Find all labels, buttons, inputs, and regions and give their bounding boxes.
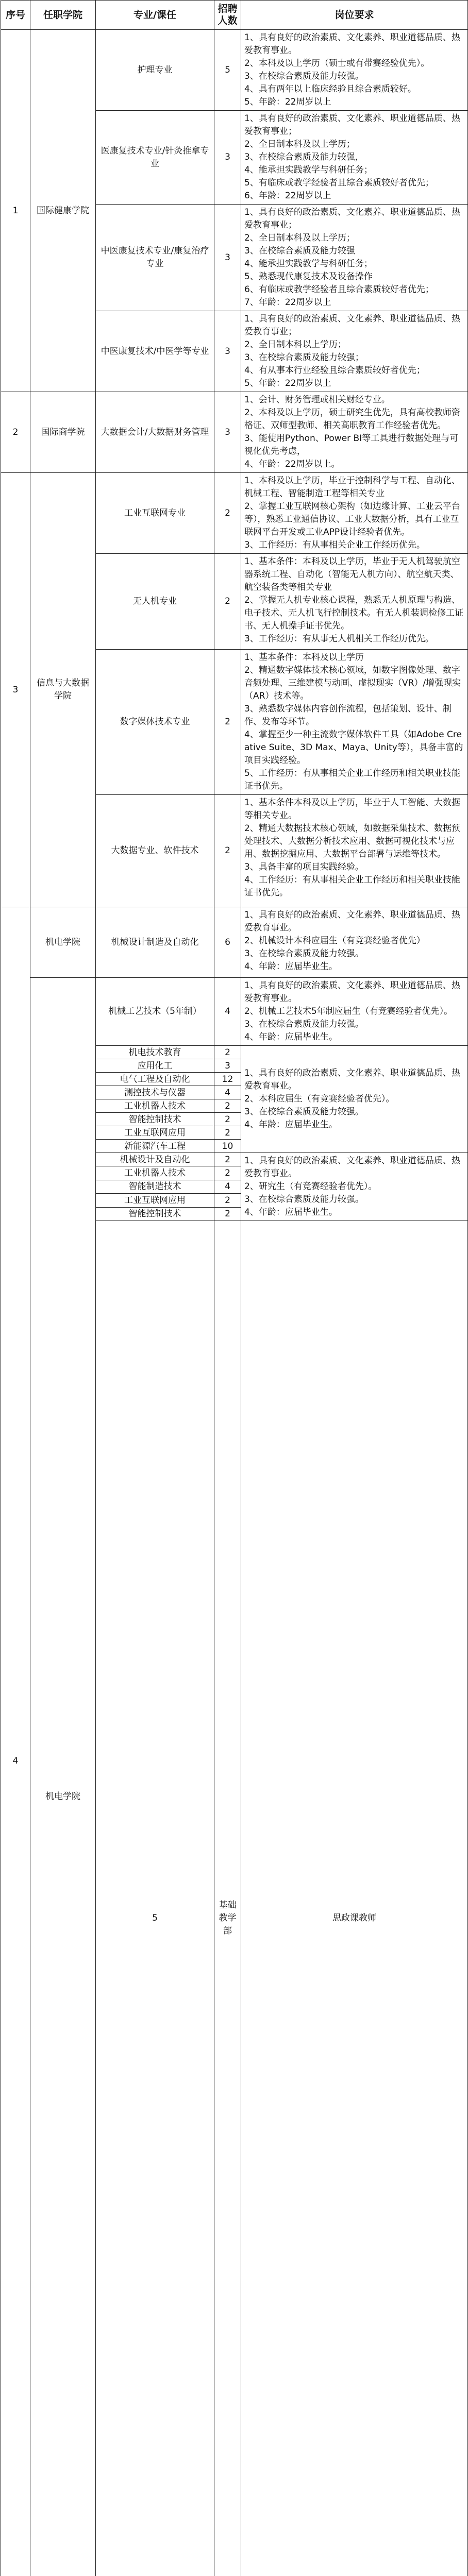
count-cell: 2 bbox=[214, 1194, 241, 1207]
header-college: 任职学院 bbox=[30, 1, 96, 30]
seq-cell: 4 bbox=[1, 907, 30, 2576]
seq-cell: 2 bbox=[1, 392, 30, 473]
major-cell: 思政课教师 bbox=[241, 1221, 468, 2576]
requirement-line: 1、具有良好的政治素质、文化素养、职业道德品质、热爱教育事业； bbox=[244, 206, 464, 232]
requirement-line: 2、本科及以上学历（硕士或有带赛经验优先）。 bbox=[244, 57, 464, 70]
seq-cell: 3 bbox=[1, 473, 30, 907]
requirement-line: 4、年龄：应届毕业生。 bbox=[244, 1118, 464, 1131]
major-cell: 工业互联网应用 bbox=[96, 1194, 214, 1207]
seq-cell: 5 bbox=[96, 1221, 214, 2576]
header-requirements: 岗位要求 bbox=[241, 1, 468, 30]
major-cell: 工业互联网专业 bbox=[96, 473, 214, 554]
requirement-line: 5、熟悉现代康复技术及设备操作 bbox=[244, 270, 464, 283]
requirement-line: 3、在校综合素质及能力较强。 bbox=[244, 70, 464, 83]
major-cell: 大数据专业、软件技术 bbox=[96, 795, 214, 907]
count-cell: 5 bbox=[214, 30, 241, 111]
recruitment-table bbox=[1, 0, 468, 2576]
major-cell: 智能控制技术 bbox=[96, 1113, 214, 1126]
requirement-line: 6、有临床或教学经验者且综合素质较好者优先； bbox=[244, 283, 464, 296]
table-row bbox=[1, 907, 468, 978]
requirement-line: 4、掌握至少一种主流数字媒体软件工具（如Adobe Creative Suite、3D Max、Maya、Unity等），具备丰富的项目实践经验。 bbox=[244, 728, 464, 767]
requirement-line: 3、工作经历：有从事相关企业工作经历优先。 bbox=[244, 539, 464, 552]
requirement-line: 5、工作经历：有从事相关企业工作经历和相关职业技能证书优先。 bbox=[244, 767, 464, 793]
requirements-cell bbox=[241, 205, 468, 311]
requirement-line: 4、工作经历：有从事相关企业工作经历和相关职业技能证书优先。 bbox=[244, 874, 464, 900]
requirement-line: 3、在校综合素质及能力较强。 bbox=[244, 1106, 464, 1118]
college-cell: 国际健康学院 bbox=[30, 30, 96, 392]
requirement-line: 2、精通数字媒体技术核心领域，如数字图像处理、数字音频处理、三维建模与动画、虚拟现实（VR）/增强现实（AR）技术等。 bbox=[244, 664, 464, 703]
requirement-line: 3、具备丰富的项目实践经验。 bbox=[244, 861, 464, 874]
requirements-cell bbox=[241, 978, 468, 1046]
major-cell: 智能制造技术 bbox=[96, 1180, 214, 1193]
major-cell: 应用化工 bbox=[96, 1059, 214, 1073]
count-cell: 4 bbox=[214, 978, 241, 1046]
requirement-line: 3、在校综合素质及能力较强； bbox=[244, 351, 464, 364]
requirement-line: 1、具有良好的政治素质、文化素养、职业道德品质、热爱教育事业。 bbox=[244, 31, 464, 57]
requirement-line: 4、能承担实践教学与科研任务； bbox=[244, 164, 464, 177]
college-cell: 国际商学院 bbox=[30, 392, 96, 473]
count-cell: 12 bbox=[214, 1073, 241, 1086]
requirement-line: 2、机械设计本科应届生（有竞赛经验者优先） bbox=[244, 935, 464, 947]
count-cell: 2 bbox=[214, 554, 241, 650]
major-cell: 医康复技术专业/针灸推拿专业 bbox=[96, 111, 214, 205]
major-cell: 工业机器人技术 bbox=[96, 1099, 214, 1113]
requirement-line: 4、年龄：22周岁以上。 bbox=[244, 458, 464, 471]
major-cell: 机械工艺技术（5年制） bbox=[96, 978, 214, 1046]
college-cell: 机电学院 bbox=[30, 978, 96, 2576]
requirement-line: 3、在校综合素质及能力较强 bbox=[244, 245, 464, 258]
major-cell: 大数据会计/大数据财务管理 bbox=[96, 392, 214, 473]
requirement-line: 1、具有良好的政治素质、文化素养、职业道德品质、热爱教育事业。 bbox=[244, 979, 464, 1005]
requirement-line: 2、全日制本科及以上学历； bbox=[244, 232, 464, 245]
requirement-line: 2、本科及以上学历，硕士研究生优先，具有高校教师资格证、双师型教师、相关高职教育工作经验者优先。 bbox=[244, 406, 464, 432]
requirements-cell bbox=[241, 30, 468, 111]
major-cell: 护理专业 bbox=[96, 30, 214, 111]
requirements-cell bbox=[241, 111, 468, 205]
major-cell: 中医康复技术/中医学等专业 bbox=[96, 311, 214, 392]
count-cell: 2 bbox=[214, 473, 241, 554]
requirements-cell bbox=[241, 907, 468, 978]
requirement-line: 1、会计、财务管理或相关财经专业。 bbox=[244, 394, 464, 406]
requirements-cell bbox=[241, 311, 468, 392]
count-cell: 6 bbox=[214, 907, 241, 978]
major-cell: 新能源汽车工程 bbox=[96, 1140, 214, 1153]
major-cell: 机电技术教育 bbox=[96, 1046, 214, 1059]
requirement-line: 5、有临床或教学经验者且综合素质较好者优先； bbox=[244, 177, 464, 190]
major-cell: 中医康复技术专业/康复治疗专业 bbox=[96, 205, 214, 311]
requirement-line: 4、能承担实践教学与科研任务； bbox=[244, 258, 464, 270]
requirements-cell bbox=[241, 1046, 468, 1153]
requirement-line: 4、有从事本行业经验且综合素质较好者优先； bbox=[244, 364, 464, 377]
header-row bbox=[1, 1, 468, 30]
count-cell: 3 bbox=[214, 205, 241, 311]
seq-cell: 1 bbox=[1, 30, 30, 392]
header-major: 专业/课任 bbox=[96, 1, 214, 30]
requirement-line: 1、本科及以上学历，毕业于控制科学与工程、自动化、机械工程、智能制造工程等相关专业 bbox=[244, 474, 464, 500]
major-cell: 工业机器人技术 bbox=[96, 1166, 214, 1180]
count-cell: 3 bbox=[214, 111, 241, 205]
count-cell: 2 bbox=[214, 1166, 241, 1180]
requirement-line: 1、具有良好的政治素质、文化素养、职业道德品质、热爱教育事业。 bbox=[244, 1067, 464, 1093]
count-cell: 2 bbox=[214, 650, 241, 795]
college-cell: 基础教学部 bbox=[214, 1221, 241, 2576]
count-cell: 3 bbox=[214, 311, 241, 392]
major-cell: 机械设计及自动化 bbox=[96, 1153, 214, 1166]
major-cell: 电气工程及自动化 bbox=[96, 1073, 214, 1086]
requirement-line: 1、具有良好的政治素质、文化素养、职业道德品质、热爱教育事业； bbox=[244, 313, 464, 338]
count-cell: 3 bbox=[214, 1059, 241, 1073]
college-cell: 信息与大数据学院 bbox=[30, 473, 96, 907]
requirement-line: 1、具有良好的政治素质、文化素养、职业道德品质、热爱教育事业； bbox=[244, 112, 464, 138]
requirement-line: 2、精通大数据技术核心领域，如数据采集技术、数据预处理技术、大数据分析技术应用、数据可视化技术与应用、数据挖掘应用、大数据平台部署与运维等技术。 bbox=[244, 822, 464, 861]
requirement-line: 2、全日制本科及以上学历； bbox=[244, 138, 464, 151]
count-cell: 2 bbox=[214, 1126, 241, 1140]
requirement-line: 2、全日制本科以上学历； bbox=[244, 338, 464, 351]
requirement-line: 3、工作经历：有从事无人机相关工作经历优先。 bbox=[244, 633, 464, 646]
count-cell: 4 bbox=[214, 1180, 241, 1193]
requirements-cell bbox=[241, 1153, 468, 1221]
count-cell: 2 bbox=[214, 1207, 241, 1221]
requirement-line: 1、具有良好的政治素质、文化素养、职业道德品质、热爱教育事业。 bbox=[244, 909, 464, 935]
header-count: 招聘人数 bbox=[214, 1, 241, 30]
table-row bbox=[1, 30, 468, 111]
requirement-line: 5、年龄：22周岁以上 bbox=[244, 96, 464, 109]
requirements-cell bbox=[241, 795, 468, 907]
count-cell: 3 bbox=[214, 392, 241, 473]
requirement-line: 2、研究生（有竞赛经验者优先）。 bbox=[244, 1180, 464, 1193]
count-cell: 2 bbox=[214, 1046, 241, 1059]
count-cell: 2 bbox=[214, 1113, 241, 1126]
requirements-cell bbox=[241, 650, 468, 795]
requirements-cell bbox=[241, 473, 468, 554]
requirement-line: 4、年龄：应届毕业生。 bbox=[244, 1031, 464, 1044]
requirement-line: 6、年龄：22周岁以上 bbox=[244, 190, 464, 202]
count-cell: 2 bbox=[214, 795, 241, 907]
count-cell: 2 bbox=[214, 1153, 241, 1166]
requirement-line: 4、年龄：应届毕业生。 bbox=[244, 1206, 464, 1219]
requirement-line: 7、年龄：22周岁以上 bbox=[244, 296, 464, 309]
requirements-cell bbox=[241, 554, 468, 650]
major-cell: 工业互联网应用 bbox=[96, 1126, 214, 1140]
requirement-line: 1、具有良好的政治素质、文化素养、职业道德品质、热爱教育事业。 bbox=[244, 1155, 464, 1180]
requirement-line: 3、熟悉数字媒体内容创作流程，包括策划、设计、制作、发布等环节。 bbox=[244, 703, 464, 728]
requirement-line: 2、本科应届生（有竞赛经验者优先）。 bbox=[244, 1093, 464, 1106]
count-cell: 2 bbox=[214, 1099, 241, 1113]
major-cell: 智能控制技术 bbox=[96, 1207, 214, 1221]
major-cell: 测控技术与仪器 bbox=[96, 1086, 214, 1099]
requirement-line: 4、具有两年以上临床经验且综合素质较好。 bbox=[244, 83, 464, 96]
major-cell: 无人机专业 bbox=[96, 554, 214, 650]
requirement-line: 4、年龄：应届毕业生。 bbox=[244, 960, 464, 973]
requirement-line: 3、能使用Python、Power BI等工具进行数据处理与可视化优先考虑， bbox=[244, 432, 464, 458]
requirement-line: 3、在校综合素质及能力较强。 bbox=[244, 1193, 464, 1206]
count-cell: 4 bbox=[214, 1086, 241, 1099]
major-cell: 机械设计制造及自动化 bbox=[96, 907, 214, 978]
major-cell: 数字媒体技术专业 bbox=[96, 650, 214, 795]
requirement-line: 1、基本条件：本科及以上学历，毕业于无人机驾驶航空器系统工程、自动化（智能无人机方向）、航空航天类、航空装备类等相关专业 bbox=[244, 555, 464, 594]
requirements-cell bbox=[241, 392, 468, 473]
requirement-line: 3、在校综合素质及能力较强。 bbox=[244, 947, 464, 960]
requirement-line: 2、机械工艺技术5年制应届生（有竞赛经验者优先）。 bbox=[244, 1005, 464, 1018]
count-cell: 10 bbox=[214, 1140, 241, 1153]
college-cell: 机电学院 bbox=[30, 907, 96, 978]
table-row bbox=[1, 392, 468, 473]
table-row bbox=[1, 978, 468, 1046]
requirement-line: 1、基本条件本科及以上学历，毕业于人工智能、大数据等相关专业。 bbox=[244, 796, 464, 822]
requirement-line: 3、在校综合素质及能力较强。 bbox=[244, 1018, 464, 1031]
requirement-line: 2、掌握无人机专业核心课程，熟悉无人机原理与构造、电子技术、无人机飞行控制技术。有无人机装调检修工证书、无人机操手证书优先。 bbox=[244, 594, 464, 633]
requirement-line: 2、掌握工业互联网核心架构（如边缘计算、工业云平台等），熟悉工业通信协议、工业大数据分析，具有工业互联网平台开发或工业APP设计经验者优先。 bbox=[244, 500, 464, 539]
requirement-line: 1、基本条件：本科及以上学历 bbox=[244, 651, 464, 664]
table-row bbox=[1, 473, 468, 554]
header-seq: 序号 bbox=[1, 1, 30, 30]
requirement-line: 5、年龄：22周岁以上 bbox=[244, 377, 464, 390]
requirement-line: 3、在校综合素质及能力较强， bbox=[244, 151, 464, 164]
